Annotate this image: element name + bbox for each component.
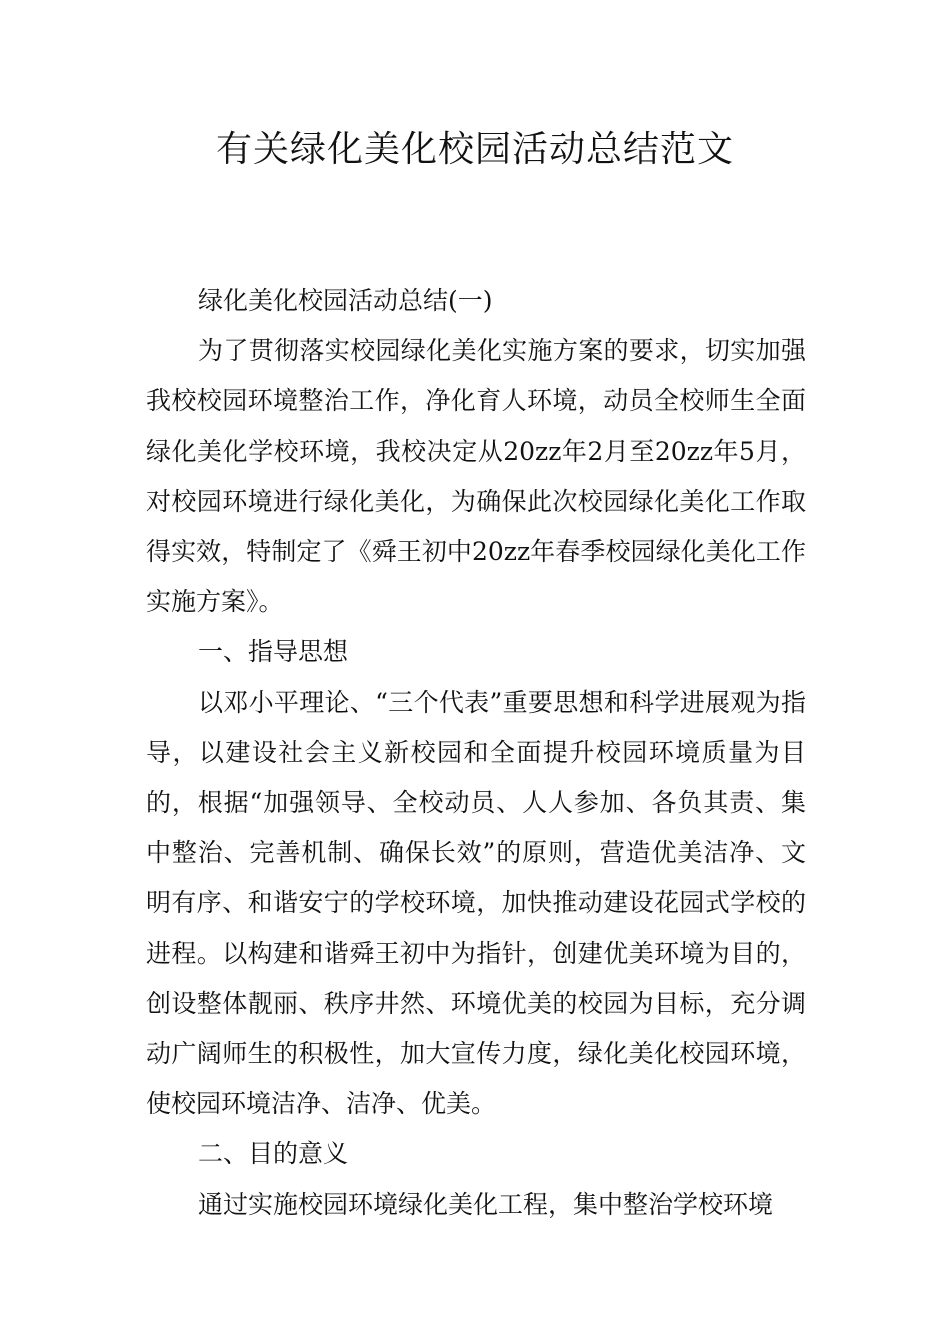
heading-purpose: 二、目的意义 (198, 1139, 349, 1169)
heading-guiding-ideology: 一、指导思想 (198, 637, 349, 667)
paragraph-guiding-ideology: 以邓小平理论、“三个代表”重要思想和科学进展观为指导，以建设社会主义新校园和全面提升校园环境质量为目的，根据“加强领导、全校动员、人人参加、各负其责、集中整治、完善机制、确保长效”的原则，营造优美洁净、文明有序、和谐安宁的学校环境，加快推动建设花园式学校的进程。以构建和谐舜王初中为指针，创建优美环境为目的，创设整体靓丽、秩序井然、环境优美的校园为目标，充分调动广阔师生的积极性，加大宣传力度，绿化美化校园环境，使校园环境洁净、洁净、优美。 (146, 687, 806, 1119)
paragraph-intro: 为了贯彻落实校园绿化美化实施方案的要求，切实加强我校校园环境整治工作，净化育人环境，动员全校师生全面绿化美化学校环境，我校决定从20zz年2月至20zz年5月，对校园环境进行绿化美化，为确保此次校园绿化美化工作取得实效，特制定了《舜王初中20zz年春季校园绿化美化工作实施方案》。 (146, 336, 806, 617)
section-subtitle: 绿化美化校园活动总结(一) (198, 286, 493, 315)
paragraph-purpose: 通过实施校园环境绿化美化工程，集中整治学校环境 (198, 1189, 774, 1219)
document-body (146, 276, 806, 1230)
document-title: 有关绿化美化校园活动总结范文 (215, 129, 734, 170)
